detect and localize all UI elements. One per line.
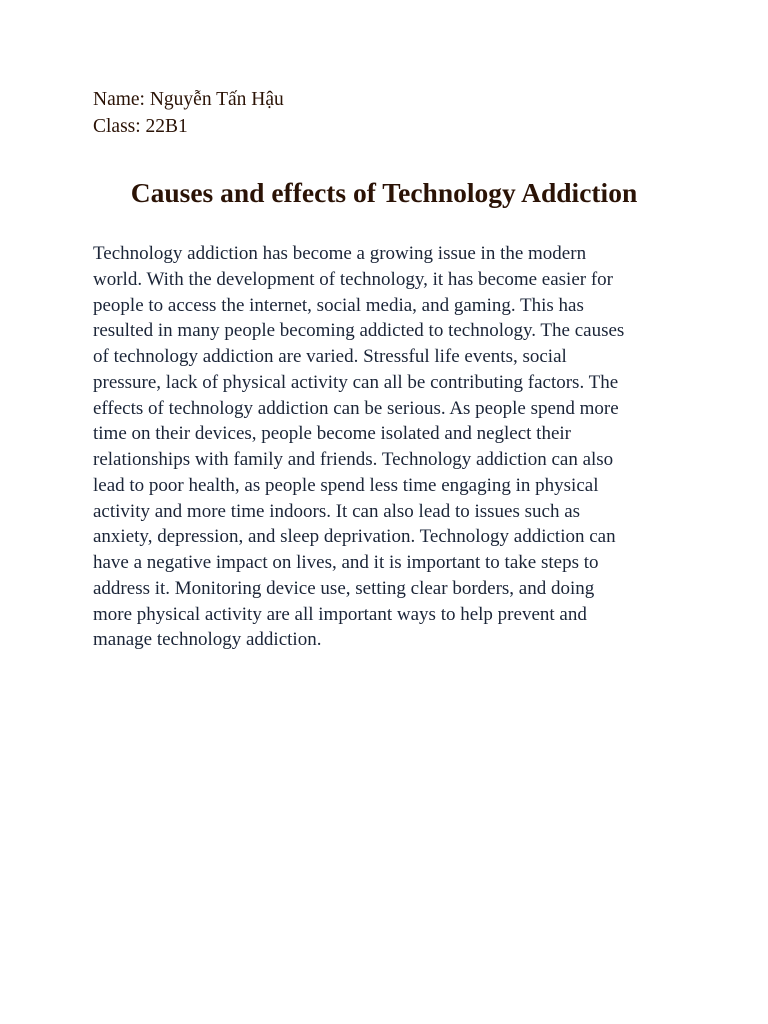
paragraph-line: manage technology addiction. <box>93 629 322 651</box>
student-name: Name: Nguyễn Tấn Hậu <box>93 89 284 110</box>
paragraph-line: of technology addiction are varied. Stressful life events, social <box>93 346 567 367</box>
paragraph-line: effects of technology addiction can be serious. As people spend more <box>93 397 619 419</box>
paragraph-line: time on their devices, people become isolated and neglect their <box>93 423 571 445</box>
paragraph-line: activity and more time indoors. It can also lead to issues such as <box>93 500 581 522</box>
paragraph-line: lead to poor health, as people spend less time engaging in physical <box>93 474 599 496</box>
student-class: Class: 22B1 <box>93 116 188 137</box>
paragraph-line: Technology addiction has become a growing issue in the modern <box>93 243 587 264</box>
paragraph-line: have a negative impact on lives, and it is important to take steps to <box>93 552 599 573</box>
essay-paragraph <box>93 241 683 653</box>
essay-title: Causes and effects of Technology Addiction <box>130 177 638 208</box>
paragraph-line: anxiety, depression, and sleep deprivation. Technology addiction can <box>93 526 616 548</box>
paragraph-line: address it. Monitoring device use, setting clear borders, and doing <box>93 577 595 599</box>
paragraph-line: more physical activity are all important ways to help prevent and <box>93 603 587 625</box>
paragraph-line: world. With the development of technology, it has become easier for <box>93 268 613 290</box>
student-info <box>93 86 284 140</box>
paragraph-line: resulted in many people becoming addicted to technology. The causes <box>93 320 625 342</box>
paragraph-line: people to access the internet, social media, and gaming. This has <box>93 294 584 316</box>
paragraph-line: pressure, lack of physical activity can all be contributing factors. The <box>93 371 619 393</box>
paragraph-line: relationships with family and friends. Technology addiction can also <box>93 449 614 470</box>
